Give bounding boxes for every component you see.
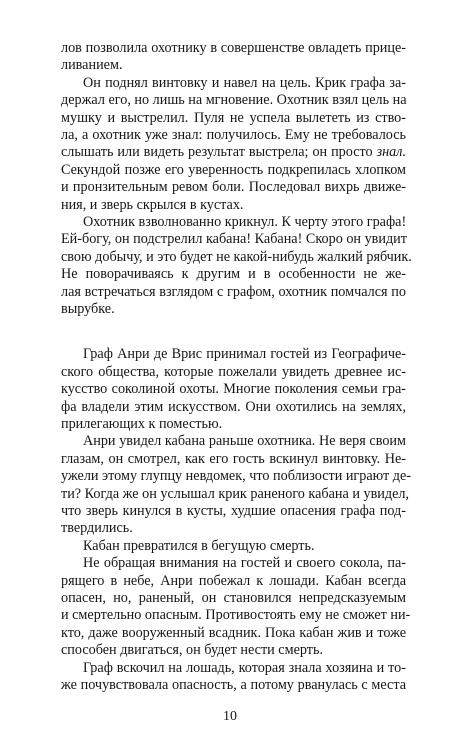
text-line: ужели этому глупцу невдомек, что поблизости играют де- <box>61 468 412 485</box>
text-line: опасен, но, раненый, он становился непредсказуемым <box>61 590 406 606</box>
text-line: ливанием. <box>61 57 123 74</box>
text-line: Граф вскочил на лошадь, которая знала хозяина и то- <box>83 659 406 676</box>
text-line: ского общества, которые пожелали увидеть древнее ис- <box>61 363 406 380</box>
text-line: Охотник взволнованно крикнул. К черту этого графа! <box>83 214 407 230</box>
text-line: кусство соколиной охоты. Многие поколения семьи гра- <box>61 381 406 398</box>
text-line: мушку и выстрелил. Пуля не успела вылететь из ство- <box>61 109 406 126</box>
text-line: глазам, он смотрел, как его гость вскинул винтовку. Не- <box>61 450 406 467</box>
text-line: Он поднял винтовку и навел на цель. Крик графа за- <box>83 74 406 91</box>
text-line: способен двигаться, он будет нести смерть. <box>61 642 323 659</box>
emphasis-word: знал. <box>376 144 406 161</box>
text-line: рящего в небе, Анри побежал к лошади. Кабан всегда <box>61 572 406 589</box>
text-line: прилегающих к поместью. <box>61 416 223 432</box>
text-line: ти? Когда же он услышал крик раненого кабана и увидел, <box>61 485 410 502</box>
text-line: лов позволила охотнику в совершенстве овладеть прице- <box>61 40 406 56</box>
text-line: Ей-богу, он подстрелил кабана! Кабана! Скоро он увидит <box>61 231 407 248</box>
text-line: и смертельно опасным. Противостоять ему не сможет ни- <box>61 607 411 624</box>
text-line: Секундой позже его уверенность подкрепилась хлопком <box>61 161 406 178</box>
text-line: Кабан превратился в бегущую смерть. <box>83 537 315 554</box>
text-line: ния, и зверь скрылся в кустах. <box>61 196 244 213</box>
page-number: 10 <box>223 709 237 724</box>
text-line: вырубке. <box>61 301 115 317</box>
text-line: и пронзительным ревом боли. Последовал вихрь движе- <box>61 179 406 196</box>
text-line: держал его, но лишь на мгновение. Охотник взял цель на <box>61 92 407 109</box>
text-line: Не обращая внимания на гостей и своего сокола, па- <box>83 555 406 572</box>
text-line: слышать или видеть результат выстрела; он просто знал. <box>61 144 406 161</box>
text-line: твердились. <box>61 520 133 537</box>
text-line: что зверь кинулся в кусты, худшие опасения графа под- <box>61 503 406 519</box>
text-line: кто, даже вооруженный всадник. Пока кабан жив и тоже <box>61 624 406 641</box>
text-line: Анри увидел кабана раньше охотника. Не веря своим <box>83 433 406 450</box>
text-line: свою добычу, и это будет не какой-нибудь жалкий рябчик. <box>61 248 412 265</box>
text-line: Не поворачиваясь к другим и в особенности не же- <box>61 266 406 283</box>
text-line: же почувствовала опасность, а потому рванулась с места <box>61 677 406 693</box>
text-line: лая встречаться взглядом с графом, охотник помчался по <box>61 283 406 300</box>
text-line: ла, а охотник уже знал: получилось. Ему не требовалось <box>61 127 406 143</box>
text-line: фа владели этим искусством. Они охотились на землях, <box>61 398 406 415</box>
text-line: Граф Анри де Врис принимал гостей из Географиче- <box>83 346 406 363</box>
